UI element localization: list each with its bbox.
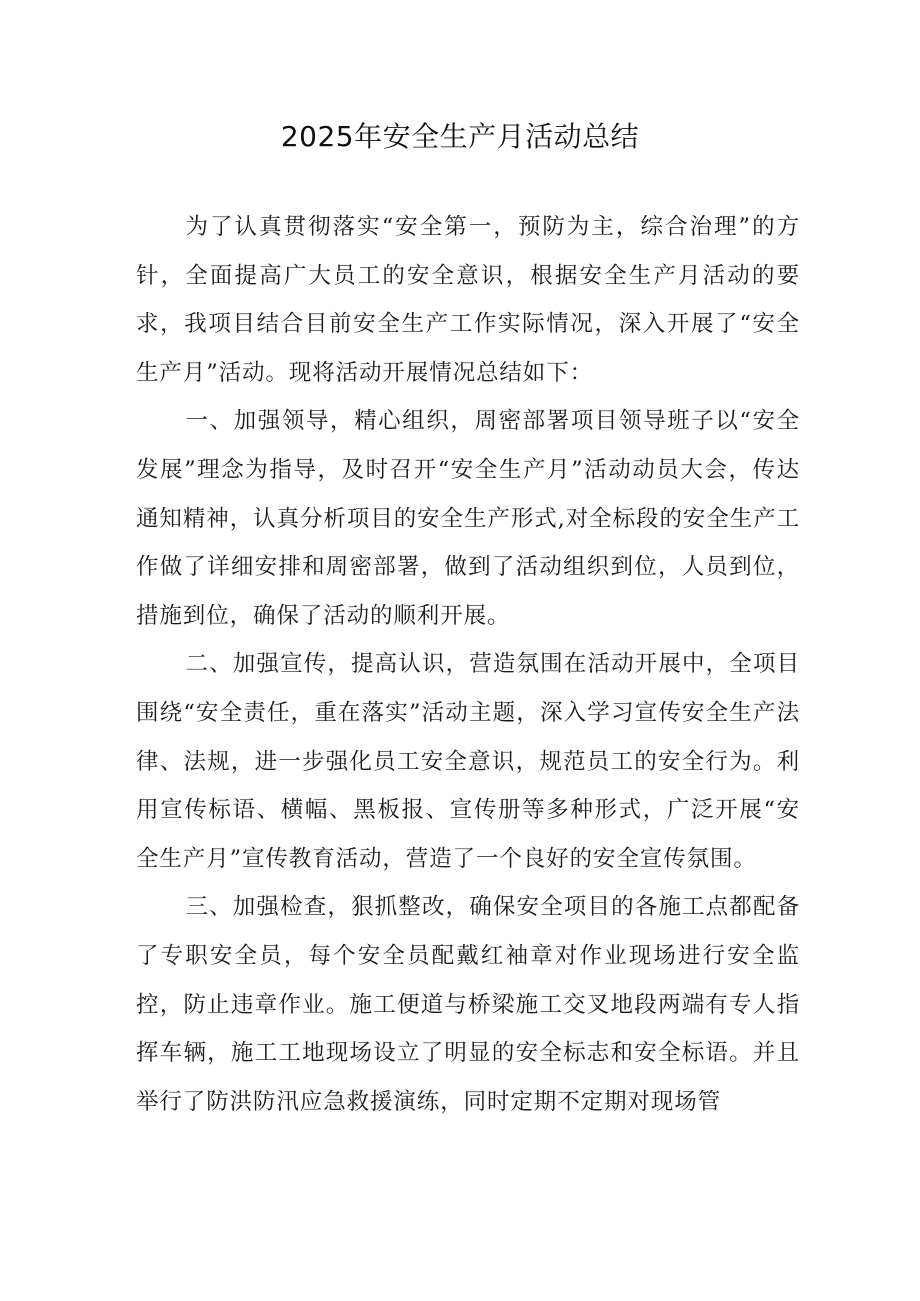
document-title: 2025年安全生产月活动总结 [280, 120, 640, 153]
paragraph-section-1: 一、加强领导，精心组织，周密部署项目领导班子以“安全发展”理念为指导，及时召开“安全生产月”活动动员大会，传达通知精神，认真分析项目的安全生产形式,对全标段的安全生产工作做了详细安排和周密部署，做到了活动组织到位，人员到位，措施到位，确保了活动的顺利开展。 [136, 408, 800, 629]
document-body [136, 203, 800, 1126]
paragraph-section-2: 二、加强宣传，提高认识，营造氛围在活动开展中，全项目围绕“安全责任，重在落实”活动主题，深入学习宣传安全生产法律、法规，进一步强化员工安全意识，规范员工的安全行为。利用宣传标语、横幅、黑板报、宣传册等多种形式，广泛开展“安全生产月”宣传教育活动，营造了一个良好的安全宣传氛围。 [136, 651, 800, 872]
paragraph-intro: 为了认真贯彻落实“安全第一，预防为主，综合治理”的方针，全面提高广大员工的安全意识，根据安全生产月活动的要求，我项目结合目前安全生产工作实际情况，深入开展了“安全生产月”活动。现将活动开展情况总结如下： [136, 214, 801, 386]
paragraph-section-3: 三、加强检查，狠抓整改，确保安全项目的各施工点都配备了专职安全员，每个安全员配戴红袖章对作业现场进行安全监控，防止违章作业。施工便道与桥梁施工交叉地段两端有专人指挥车辆，施工工地现场设立了明显的安全标志和安全标语。并且举行了防洪防汛应急救援演练，同时定期不定期对现场管 [136, 894, 800, 1115]
